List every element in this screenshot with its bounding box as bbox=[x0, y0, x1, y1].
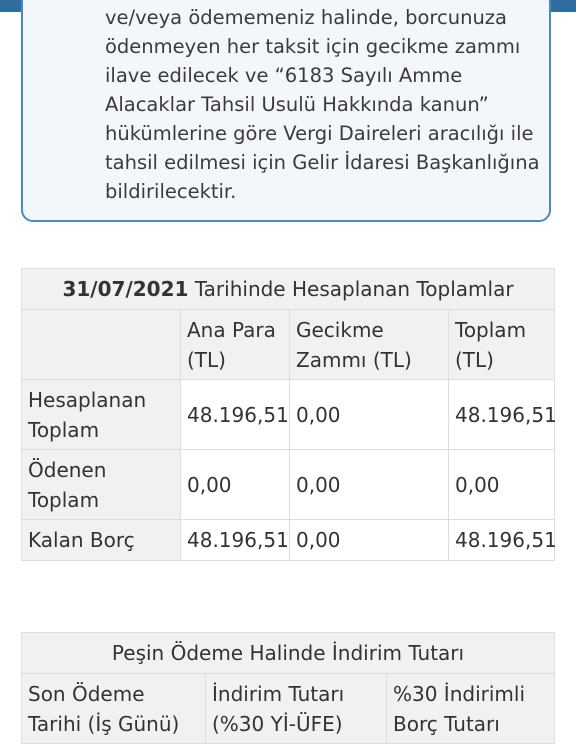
discount-caption: Peşin Ödeme Halinde İndirim Tutarı bbox=[22, 633, 555, 674]
row-label: Kalan Borç bbox=[22, 520, 181, 561]
row-label: Ödenen Toplam bbox=[22, 450, 181, 520]
notice-line: bildirilecektir. bbox=[105, 180, 237, 203]
cell-value: 48.196,51 bbox=[181, 380, 290, 450]
discount-caption-row bbox=[22, 633, 555, 674]
column-header-indirimli-borc: %30 İndirimli Borç Tutarı bbox=[387, 674, 555, 744]
cell-value: 48.196,51 bbox=[449, 380, 555, 450]
column-header-gecikme-zammi: Gecikme Zammı (TL) bbox=[290, 310, 449, 380]
cell-value: 0,00 bbox=[181, 450, 290, 520]
column-header-son-odeme-tarihi: Son Ödeme Tarihi (İş Günü) bbox=[22, 674, 206, 744]
notice-line: ödenmeyen her taksit için gecikme zammı bbox=[105, 35, 521, 58]
notice-line: ve/veya ödememeniz halinde, borcunuza bbox=[105, 6, 507, 29]
totals-caption bbox=[22, 269, 555, 310]
cell-value: 0,00 bbox=[290, 380, 449, 450]
row-label: Hesaplanan Toplam bbox=[22, 380, 181, 450]
warning-notice-text bbox=[105, 3, 545, 206]
cell-value: 0,00 bbox=[290, 520, 449, 561]
cell-value: 0,00 bbox=[290, 450, 449, 520]
column-header-ana-para: Ana Para (TL) bbox=[181, 310, 290, 380]
notice-line: tahsil edilmesi için Gelir İdaresi Başkanlığına bbox=[105, 151, 540, 174]
cell-value: 48.196,51 bbox=[449, 520, 555, 561]
notice-line: hükümlerine göre Vergi Daireleri aracılığı ile bbox=[105, 122, 534, 145]
cell-value: 48.196,51 bbox=[181, 520, 290, 561]
totals-table bbox=[21, 268, 555, 561]
table-row bbox=[22, 520, 555, 561]
totals-caption-row bbox=[22, 269, 555, 310]
column-header-toplam: Toplam (TL) bbox=[449, 310, 555, 380]
notice-line: ilave edilecek ve “6183 Sayılı Amme bbox=[105, 64, 463, 87]
discount-header-row bbox=[22, 674, 555, 744]
totals-date: 31/07/2021 bbox=[62, 277, 189, 301]
totals-header-empty bbox=[22, 310, 181, 380]
table-row bbox=[22, 380, 555, 450]
totals-header-row bbox=[22, 310, 555, 380]
notice-line: Alacaklar Tahsil Usulü Hakkında kanun” bbox=[105, 93, 489, 116]
column-header-indirim-tutari: İndirim Tutarı (%30 Yİ-ÜFE) bbox=[206, 674, 387, 744]
cell-value: 0,00 bbox=[449, 450, 555, 520]
discount-table bbox=[21, 632, 555, 744]
totals-title: Tarihinde Hesaplanan Toplamlar bbox=[194, 277, 514, 301]
table-row bbox=[22, 450, 555, 520]
